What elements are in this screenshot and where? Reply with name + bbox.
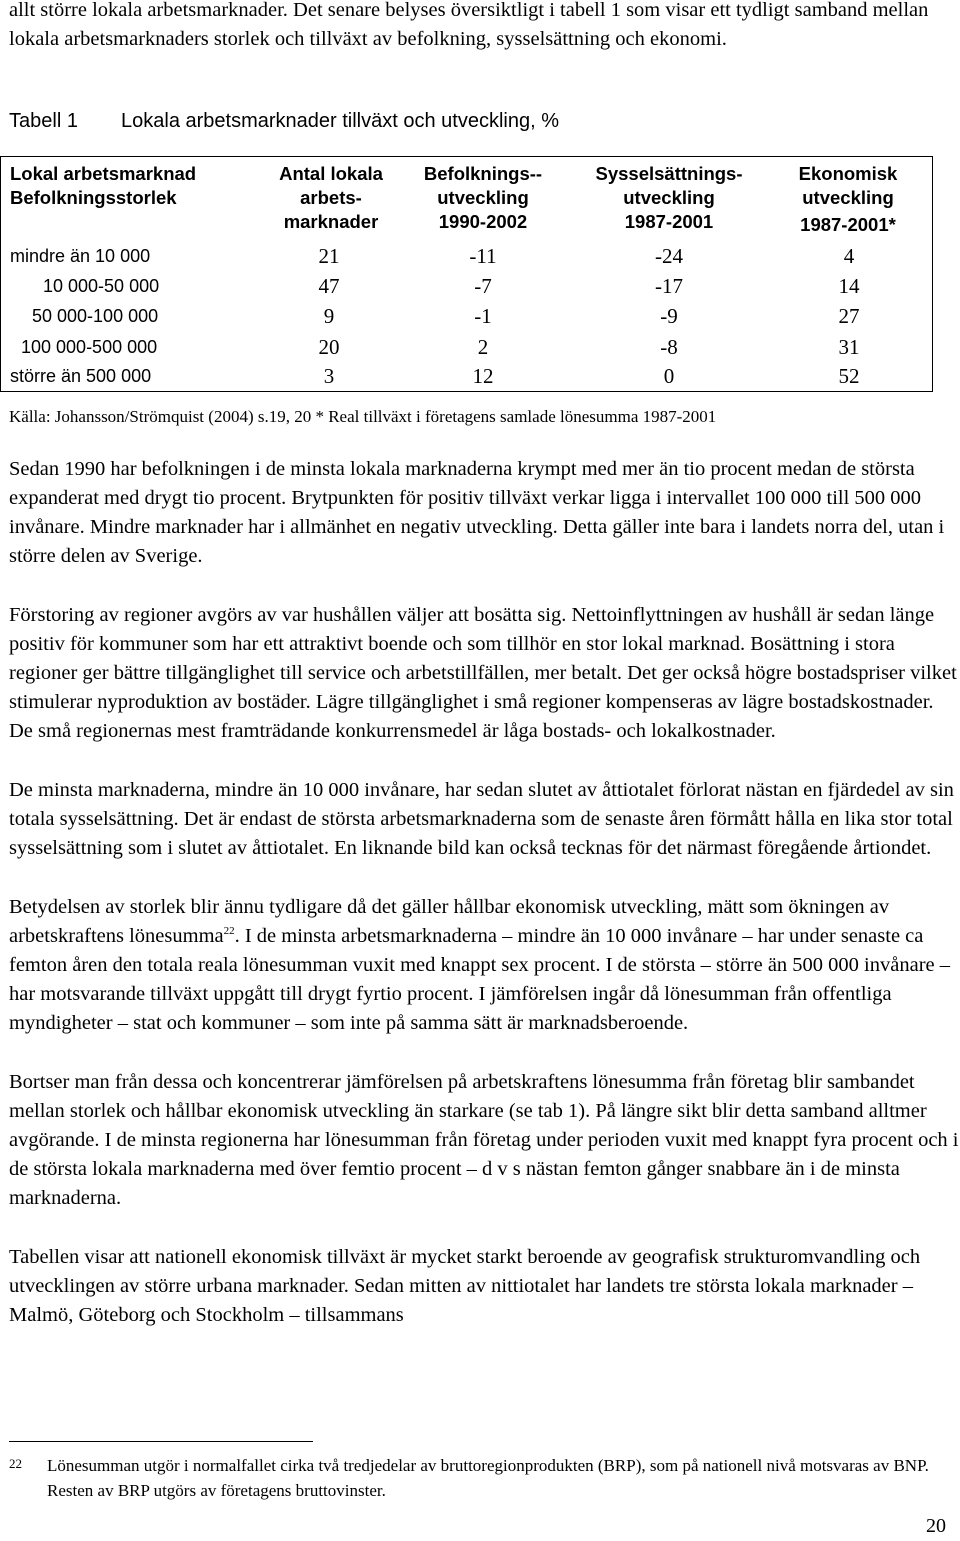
paragraph: Betydelsen av storlek blir ännu tydligare då det gäller hållbar ekonomisk utveckling, mätt som ökningen av arbetskraftens lönesumma$^{22}$. I de minsta arbetsmarknaderna – mindre än 10 000 invånare – har under senaste ca femton åren den totala reala lönesumman vuxit med knappt sex procent. I de största – större än 500 000 invånare – har motsvarande tillväxt uppgått till drygt fyrtio procent. I jämförelsen ingår då lönesumman från offentliga myndigheter – stat och kommuner – som inte på samma sätt är marknadsberoende. — [9, 896, 950, 1034]
table-title: Lokala arbetsmarknader tillväxt och utveckling, % — [121, 110, 559, 132]
footnote-reference[interactable]: 22 — [223, 925, 235, 937]
table-caption — [9, 110, 559, 133]
cell-antal: 21 — [318, 244, 340, 268]
footnote — [9, 1453, 949, 1503]
row-label: 50 000-100 000 — [32, 306, 159, 326]
header-befolkning: Befolknings-- utveckling 1990-2002 — [423, 163, 543, 232]
paragraph: Förstoring av regioner avgörs av var hushållen väljer att bosätta sig. Nettoinflyttningen av hushåll är sedan länge positiv för kommuner som har ett attraktivt boende och som tillhör en stor lokal marknad. Bosättning i stora regioner ger bättre tillgänglighet till service och arbetstillfällen, mer betalt. Det ger också högre bostadspriser vilket stimulerar nyproduktion av bostäder. Lägre tillgänglighet i små regioner kompenseras av lägre bostadskostnader. De små regionernas mest framträdande konkurrensmedel är låga bostads- och lokalkostnader. — [9, 604, 957, 742]
footnote-text: Lönesumman utgör i normalfallet cirka två tredjedelar av bruttoregionprodukten (BRP), som på nationell nivå motsvaras av BNP. Resten av BRP utgörs av företagens bruttovinster. — [47, 1456, 929, 1500]
row-label: mindre än 10 000 — [10, 246, 151, 266]
cell-befolkning: -11 — [469, 244, 497, 268]
cell-sysselsattning: -17 — [655, 274, 683, 298]
header-antal: Antal lokala arbets- marknader — [279, 163, 383, 232]
cell-ekonomi: 4 — [843, 244, 855, 268]
footnote-divider — [9, 1441, 313, 1442]
data-table — [0, 156, 933, 392]
table-label: Tabell 1 — [9, 110, 78, 132]
paragraph: Bortser man från dessa och koncentrerar jämförelsen på arbetskraftens lönesumma från företag blir sambandet mellan storlek och hållbar ekonomisk utveckling än starkare (se tab 1). På längre sikt blir detta samband alltmer avgörande. I de minsta regionerna har lönesumman från företag under perioden vuxit med knappt fyra procent och i de största lokala marknaderna med över femtio procent – d v s nästan femton gånger snabbare än i de minsta marknaderna. — [9, 1071, 959, 1209]
cell-sysselsattning: 0 — [663, 364, 675, 388]
cell-antal: 9 — [323, 304, 335, 328]
paragraph: De minsta marknaderna, mindre än 10 000 invånare, har sedan slutet av åttiotalet förlorat nästan en fjärdedel av sin totala sysselsättning. Det är endast de största arbetsmarknaderna som de senaste åren förmått hålla en lika stor total sysselsättning som i slutet av åttiotalet. En liknande bild kan också tecknas för det närmast föregående årtiondet. — [9, 779, 954, 859]
cell-antal: 20 — [318, 335, 340, 359]
row-label: 10 000-50 000 — [43, 276, 160, 296]
header-ekonomi: Ekonomisk utveckling 1987-2001* — [798, 163, 898, 235]
cell-ekonomi: 52 — [838, 364, 860, 388]
cell-befolkning: 12 — [472, 364, 494, 388]
footnote-number: 22 — [9, 1456, 22, 1471]
cell-ekonomi: 27 — [838, 304, 860, 328]
cell-sysselsattning: -9 — [660, 304, 678, 328]
cell-befolkning: 2 — [477, 335, 489, 359]
cell-befolkning: -7 — [474, 274, 492, 298]
intro-paragraph: allt större lokala arbetsmarknader. Det senare belyses översiktligt i tabell 1 som visar ett tydligt samband mellan lokala arbetsmarknaders storlek och tillväxt av befolkning, sysselsättning och ekonomi. — [9, 0, 929, 50]
cell-antal: 3 — [323, 364, 335, 388]
table-source-note: Källa: Johansson/Strömquist (2004) s.19, 20 * Real tillväxt i företagens samlade lönesumma 1987-2001 — [9, 407, 717, 426]
page-number: 20 — [926, 1515, 946, 1537]
row-label: större än 500 000 — [10, 366, 152, 386]
cell-ekonomi: 31 — [838, 335, 860, 359]
row-label: 100 000-500 000 — [21, 337, 158, 357]
header-lokal: Lokal arbetsmarknad Befolkningsstorlek — [10, 163, 197, 208]
header-sysselsattning: Sysselsättnings- utveckling 1987-2001 — [595, 163, 743, 232]
cell-befolkning: -1 — [474, 304, 492, 328]
cell-antal: 47 — [318, 274, 340, 298]
cell-ekonomi: 14 — [838, 274, 860, 298]
cell-sysselsattning: -8 — [660, 335, 678, 359]
paragraph: Sedan 1990 har befolkningen i de minsta lokala marknaderna krympt med mer än tio procent medan de största expanderat med drygt tio procent. Brytpunkten för positiv tillväxt verkar ligga i intervallet 100 000 till 500 000 invånare. Mindre marknader har i allmänhet en negativ utveckling. Detta gäller inte bara i landets norra del, utan i större delen av Sverige. — [9, 458, 945, 567]
paragraph: Tabellen visar att nationell ekonomisk tillväxt är mycket starkt beroende av geografisk strukturomvandling och utvecklingen av större urbana marknader. Sedan mitten av nittiotalet har landets tre största lokala marknader – Malmö, Göteborg och Stockholm – tillsammans — [9, 1246, 921, 1326]
body-text — [9, 455, 959, 1360]
cell-sysselsattning: -24 — [655, 244, 683, 268]
